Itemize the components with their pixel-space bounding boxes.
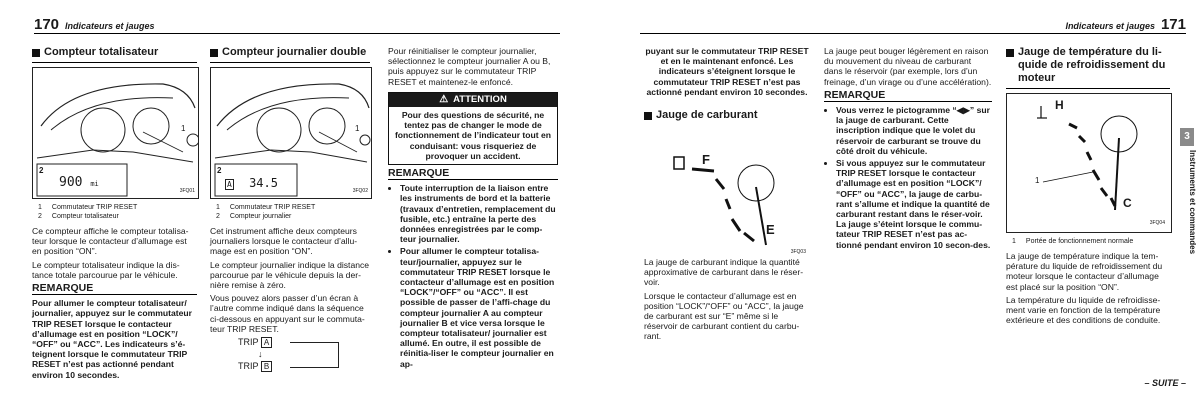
section-heading: Compteur totalisateur (32, 46, 197, 63)
header-rule (34, 33, 560, 34)
paragraph: Pour réinitialiser le compteur journalier, sélectionnez le compteur journalier A ou B, puis appuyez sur le commutateur TRIP RESET et maintenez-le enfoncé. (388, 46, 551, 87)
bullet-square-icon (32, 49, 40, 57)
caption-item: 2 Compteur journalier (216, 213, 292, 220)
section-heading: Jauge de température du li-quide de refroidissement du moteur (1006, 46, 1170, 89)
column-reset (388, 46, 558, 371)
fuel-gauge-icon (644, 129, 810, 257)
chapter-label: Instruments et commandes (1188, 150, 1197, 255)
header-title: Indicateurs et jauges (65, 21, 155, 31)
caption-item: 1 Portée de fonctionnement normale (1012, 238, 1134, 245)
caption-item: 1 Commutateur TRIP RESET (38, 204, 138, 211)
display-digit: 2 (217, 166, 222, 175)
remark-text: Pour allumer le compteur totalisateur/ journalier, appuyez sur le commutateur TRIP RESET lorsque le contacteur d’allumage est en position “LOCK”/ “OFF” ou “ACC”. Les indicateurs s’é-teignent lorsque le commutateur TRIP RESET n’est pas actionné pendant environ 10 secondes. (32, 298, 192, 380)
paragraph: Le compteur journalier indique la distance parcourue par le véhicule depuis la der-nière remise à zéro. (210, 259, 370, 291)
attention-header: ⚠ ATTENTION (389, 93, 557, 107)
left-header (34, 16, 161, 32)
odometer-illustration (32, 67, 199, 199)
callout-1-label: 1 (355, 124, 360, 133)
right-page (640, 0, 1200, 402)
trip-b-row: TRIP B (238, 361, 272, 372)
trip-a-row: TRIP A (238, 337, 272, 348)
list-item: • Si vous appuyez sur le commutateur TRIP RESET lorsque le contacteur d’allumage est en position “LOCK”/ “OFF” ou “ACC”, la jauge de carbu-rant s’allume et indique la quantité de carburant restant dans le réser-voir. La jauge s’éteint lorsque le commu-tateur TRIP RESET n’est pas ac-tionné pendant environ 10 secon-des. (836, 158, 992, 250)
right-header (1059, 16, 1186, 32)
section-heading: Compteur journalier double (210, 46, 370, 63)
paragraph: La température du liquide de refroidisse-ment varie en fonction de la température extérieure et des conditions de conduite. (1006, 294, 1161, 326)
remark-list (824, 105, 992, 250)
gauge-empty-label: E (766, 222, 775, 238)
tripmeter-illustration (210, 67, 372, 199)
bullet-square-icon (210, 49, 218, 57)
paragraph: Le compteur totalisateur indique la dis-tance totale parcourue par le véhicule. (32, 259, 180, 280)
loop-arrow-icon (290, 342, 339, 368)
paragraph: Ce compteur affiche le compteur totalisa-teur lorsque le contacteur d’allumage est en position “ON”. (32, 226, 189, 257)
gauge-hot-label: H (1055, 98, 1064, 112)
continuation-text: puyant sur le commutateur TRIP RESET et en le maintenant enfoncé. Les indicateurs s’éteignent lorsque le commutateur TRIP RESET n’est pas actionné pendant environ 10 secondes. (645, 46, 809, 97)
arrow-down-icon: ↓ (258, 349, 263, 360)
column-fuel-notes (824, 46, 992, 252)
bullet-square-icon (644, 112, 652, 120)
figure-code: 3FQ03 (790, 248, 806, 255)
continued-marker: – SUITE – (1144, 378, 1186, 388)
paragraph: Lorsque le contacteur d’allumage est en position “LOCK”/“OFF” ou “ACC”, la jauge de carburant est sur “E” même si le réservoir de carburant contient du carbu-rant. (644, 290, 804, 342)
remark-list (388, 183, 558, 369)
paragraph: La jauge de carburant indique la quantité approximative de carburant dans le réser-voir. (644, 257, 804, 288)
list-item: • Pour allumer le compteur totalisa-teur/journalier, appuyez sur le commutateur TRIP RESET lorsque le contacteur d’allumage est en position “LOCK”/“OFF” ou “ACC”. Il est possible de passer de l’affi-chage du compteur journalier A au compteur journalier B et vice versa lorsque le compteur totalisateur/ journalier est allumé. En outre, il est possible de réinitia-liser le compteur journalier en ap- (400, 246, 558, 368)
temperature-gauge-illustration (1006, 93, 1172, 233)
page-number: 171 (1160, 16, 1186, 33)
column-fuel (644, 46, 810, 345)
paragraph: La jauge peut bouger légèrement en raison du mouvement du niveau de carburant dans le réservoir (par exemple, lors d’un freinage, d’un virage ou d’une accélération). (824, 46, 992, 87)
header-title: Indicateurs et jauges (1065, 21, 1155, 31)
paragraph: La jauge de température indique la tem-pérature du liquide de refroidissement du moteur lorsque le contacteur d’allumage est placé sur la position “ON”. (1006, 251, 1163, 292)
chapter-tab: 3 (1180, 128, 1194, 146)
page-number: 170 (34, 16, 60, 33)
caption-item: 2 Compteur totalisateur (38, 213, 119, 220)
attention-box (388, 92, 558, 165)
header-rule (640, 33, 1186, 34)
callout-1-label: 1 (1035, 176, 1040, 185)
bullet-square-icon (1006, 49, 1014, 57)
figure-captions (210, 203, 370, 221)
remark-heading: REMARQUE (824, 90, 992, 102)
gauge-cold-label: C (1123, 196, 1132, 210)
left-page (0, 0, 560, 402)
remark-heading: REMARQUE (388, 168, 558, 180)
figure-captions (32, 203, 197, 221)
list-item: • Vous verrez le pictogramme “◀▶” sur la jauge de carburant. Cette inscription indique que le volet du réservoir de carburant se trouve du côté droit du véhicule. (836, 105, 992, 156)
figure-code: 3FQ04 (1149, 219, 1165, 226)
temperature-gauge-icon (1007, 94, 1171, 232)
warning-triangle-icon: ⚠ (439, 93, 449, 105)
caption-item: 1 Commutateur TRIP RESET (216, 204, 316, 211)
gauge-full-label: F (702, 152, 710, 168)
list-item: • Toute interruption de la liaison entre les instruments de bord et la batterie (travaux d’entretien, remplacement du fusible, etc.) entraîne la perte des données enregistrées par le comp-teur journalier. (400, 183, 558, 244)
display-digit: 2 (39, 166, 44, 175)
dashboard-drawing-icon (33, 68, 198, 198)
column-tripmeter (210, 46, 370, 375)
figure-captions (1006, 237, 1170, 246)
attention-text: Pour des questions de sécurité, ne tentez pas de changer le mode de fonctionnement de l’indicateur tout en conduisant: vous risqueriez de provoquer un accident. (394, 110, 552, 161)
trip-display: A 34.5 (227, 176, 278, 190)
paragraph: Vous pouvez alors passer d’un écran à l’autre comme indiqué dans la séquence ci-dessous en appuyant sur le commuta-teur TRIP RESET. (210, 293, 365, 334)
odometer-value: 900 mi (59, 175, 99, 190)
column-odometer (32, 46, 197, 383)
trip-sequence (238, 337, 370, 375)
column-temperature (1006, 46, 1170, 328)
callout-1-label: 1 (181, 124, 186, 133)
remark-heading: REMARQUE (32, 283, 197, 295)
section-heading: Jauge de carburant (644, 109, 810, 125)
paragraph: Cet instrument affiche deux compteurs journaliers lorsque le contacteur d’allu-mage est en position “ON”. (210, 226, 358, 257)
figure-code: 3FQ02 (352, 187, 368, 194)
fuel-gauge-illustration (644, 129, 810, 257)
figure-code: 3FQ01 (179, 187, 195, 194)
